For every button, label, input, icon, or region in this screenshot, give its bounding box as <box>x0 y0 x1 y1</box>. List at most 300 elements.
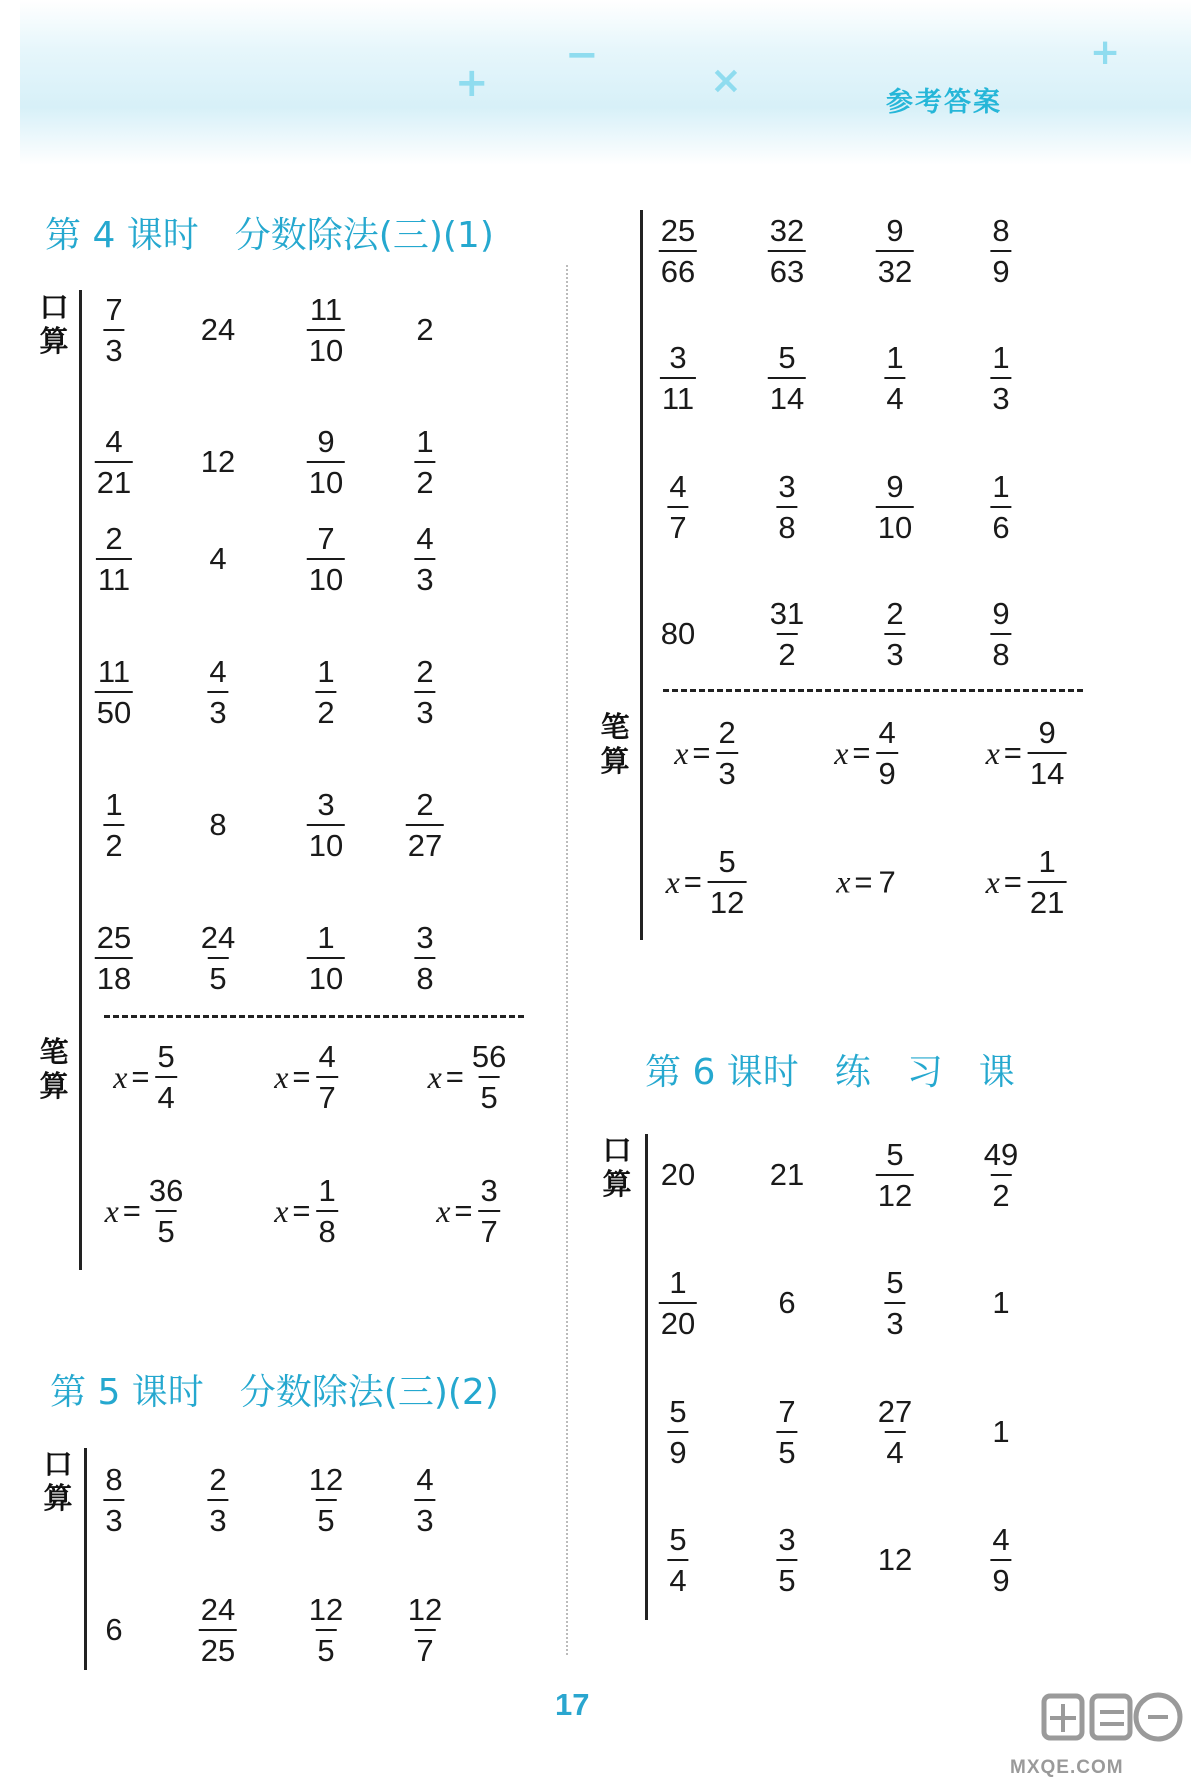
fraction <box>414 656 435 728</box>
fraction-denominator: 5 <box>207 957 228 994</box>
page-number: 17 <box>555 1687 590 1722</box>
equals-sign: = <box>454 1193 473 1228</box>
fraction <box>990 471 1011 543</box>
fraction-numerator: 4 <box>992 1522 1010 1557</box>
lesson5-written-label: 笔算 <box>600 710 630 778</box>
fraction <box>990 342 1011 414</box>
fraction-numerator: 5 <box>669 1522 687 1557</box>
fraction-numerator: 9 <box>886 469 904 504</box>
answer-cell <box>986 717 1067 789</box>
fraction <box>414 1464 435 1536</box>
answer-cell <box>990 471 1011 543</box>
times-decoration-icon: × <box>710 58 742 102</box>
fraction <box>667 471 688 543</box>
answer-cell <box>776 1524 797 1596</box>
fraction <box>95 922 133 994</box>
equation-answer <box>836 864 896 901</box>
fraction-denominator: 20 <box>659 1302 697 1339</box>
lesson6-vertical-rule <box>645 1134 648 1620</box>
answer-cell <box>406 789 444 861</box>
fraction-denominator: 4 <box>884 377 905 414</box>
equation-variable: x <box>674 734 689 771</box>
answer-cell <box>307 1594 345 1666</box>
answer-cell <box>414 656 435 728</box>
fraction-denominator: 3 <box>414 691 435 728</box>
fraction <box>982 1139 1020 1211</box>
answer-cell <box>776 471 797 543</box>
equals-sign: = <box>692 735 711 770</box>
fraction-denominator: 9 <box>990 1559 1011 1596</box>
fraction-numerator: 2 <box>886 596 904 631</box>
fraction-numerator: 49 <box>983 1137 1019 1172</box>
answer-cell <box>307 294 345 366</box>
fraction-denominator: 10 <box>307 461 345 498</box>
integer-value: 6 <box>105 1612 123 1647</box>
fraction-denominator: 3 <box>414 558 435 595</box>
answer-cell <box>659 215 697 287</box>
fraction-denominator: 12 <box>708 881 746 918</box>
answer-cell <box>836 864 896 901</box>
lesson6-title: 第 6 课时 练 习 课 <box>645 1052 1015 1093</box>
fraction-denominator: 11 <box>96 558 132 595</box>
fraction-numerator: 24 <box>200 1592 236 1627</box>
fraction <box>156 1041 177 1113</box>
fraction <box>95 426 133 498</box>
answer-cell <box>770 1157 804 1193</box>
fraction-denominator: 7 <box>667 506 688 543</box>
fraction-numerator: 4 <box>669 469 687 504</box>
plus-decoration-icon: + <box>1090 32 1121 73</box>
answer-cell <box>199 1594 237 1666</box>
fraction <box>776 471 797 543</box>
fraction-numerator: 5 <box>886 1137 904 1172</box>
fraction-denominator: 10 <box>307 957 345 994</box>
fraction-numerator: 2 <box>416 787 434 822</box>
fraction-numerator: 8 <box>992 213 1010 248</box>
fraction-numerator: 9 <box>992 596 1010 631</box>
fraction-numerator: 11 <box>309 292 343 327</box>
fraction <box>147 1175 185 1247</box>
answer-cell <box>105 1175 186 1247</box>
answer-cell <box>660 342 696 414</box>
answer-cell <box>406 1594 444 1666</box>
fraction <box>877 717 898 789</box>
fraction <box>307 1464 345 1536</box>
header-title: 参考答案 <box>886 87 1002 118</box>
answer-cell <box>96 523 132 595</box>
fraction <box>199 922 237 994</box>
lesson5-oral-label: 口算 <box>43 1447 73 1515</box>
answer-cell <box>878 1542 912 1578</box>
answer-cell <box>986 846 1067 918</box>
answer-cell <box>667 471 688 543</box>
fraction <box>768 215 806 287</box>
equals-sign: = <box>292 1193 311 1228</box>
fraction-numerator: 4 <box>416 1462 434 1497</box>
fraction <box>884 342 905 414</box>
equation-answer <box>428 1041 509 1113</box>
fraction <box>884 1267 905 1339</box>
lesson4-written-label: 笔算 <box>39 1035 69 1103</box>
fraction <box>103 789 124 861</box>
answer-cell <box>436 1175 500 1247</box>
fraction <box>103 1464 124 1536</box>
fraction-denominator: 2 <box>414 461 435 498</box>
fraction-numerator: 11 <box>97 654 131 689</box>
fraction-denominator: 18 <box>95 957 133 994</box>
fraction <box>307 789 345 861</box>
fraction-numerator: 25 <box>96 920 132 955</box>
answer-cell <box>661 616 695 652</box>
fraction-denominator: 21 <box>1028 881 1066 918</box>
lesson5-title: 第 5 课时 分数除法(三)(2) <box>50 1372 499 1413</box>
fraction-denominator: 7 <box>317 1076 338 1113</box>
fraction-numerator: 5 <box>886 1265 904 1300</box>
answer-cell <box>199 922 237 994</box>
fraction-denominator: 8 <box>317 1210 338 1247</box>
answer-cell <box>667 1524 688 1596</box>
answer-cell <box>201 312 235 348</box>
fraction-numerator: 1 <box>992 340 1010 375</box>
fraction-numerator: 1 <box>1038 844 1056 879</box>
answer-cell <box>876 1139 914 1211</box>
fraction <box>307 294 345 366</box>
fraction-numerator: 5 <box>157 1039 175 1074</box>
integer-value: 2 <box>416 312 434 347</box>
fraction-numerator: 1 <box>317 654 335 689</box>
fraction-denominator: 3 <box>884 1302 905 1339</box>
fraction-denominator: 8 <box>990 633 1011 670</box>
fraction-numerator: 2 <box>416 654 434 689</box>
answer-cell <box>674 717 738 789</box>
equation-variable: x <box>113 1058 128 1095</box>
equation-variable: x <box>836 863 851 900</box>
integer-value: 24 <box>200 312 236 347</box>
answer-cell <box>95 426 133 498</box>
fraction-denominator: 3 <box>990 377 1011 414</box>
answer-cell <box>982 1139 1020 1211</box>
fraction <box>659 1267 697 1339</box>
fraction <box>659 215 697 287</box>
fraction <box>406 789 444 861</box>
fraction-denominator: 9 <box>990 250 1011 287</box>
fraction-denominator: 9 <box>667 1431 688 1468</box>
fraction-denominator: 14 <box>1028 752 1066 789</box>
fraction <box>307 1594 345 1666</box>
fraction-numerator: 3 <box>778 469 796 504</box>
answer-cell <box>884 342 905 414</box>
fraction-numerator: 7 <box>778 1394 796 1429</box>
fraction <box>1028 717 1066 789</box>
equals-sign: = <box>131 1059 150 1094</box>
equals-sign: = <box>852 735 871 770</box>
answer-cell <box>768 215 806 287</box>
integer-value: 1 <box>992 1285 1010 1320</box>
fraction-denominator: 5 <box>776 1559 797 1596</box>
equation-answer <box>666 846 747 918</box>
equals-sign: = <box>1003 735 1022 770</box>
equation-answer <box>113 1041 177 1113</box>
answer-cell <box>428 1041 509 1113</box>
answer-cell <box>659 1267 697 1339</box>
fraction <box>768 342 806 414</box>
fraction-numerator: 4 <box>878 715 896 750</box>
fraction-denominator: 21 <box>95 461 133 498</box>
fraction <box>1028 846 1066 918</box>
answer-cell <box>876 1396 914 1468</box>
fraction <box>414 922 435 994</box>
fraction-denominator: 3 <box>717 752 738 789</box>
equation-answer <box>986 846 1067 918</box>
fraction-denominator: 3 <box>884 633 905 670</box>
answer-cell <box>414 922 435 994</box>
fraction-numerator: 36 <box>148 1173 184 1208</box>
lesson6-oral-label: 口算 <box>602 1133 632 1201</box>
fraction <box>708 846 746 918</box>
answer-cell <box>416 312 433 348</box>
fraction <box>103 294 124 366</box>
answer-cell <box>307 1464 345 1536</box>
page-divider <box>566 265 568 1655</box>
fraction-numerator: 4 <box>105 424 123 459</box>
equation-variable: x <box>985 863 1000 900</box>
plus-decoration-icon: + <box>455 60 489 106</box>
answer-cell <box>307 922 345 994</box>
fraction-numerator: 24 <box>200 920 236 955</box>
fraction-denominator: 25 <box>199 1629 237 1666</box>
answer-cell <box>95 656 133 728</box>
fraction <box>317 1175 338 1247</box>
fraction-numerator: 2 <box>209 1462 227 1497</box>
equation-variable: x <box>985 734 1000 771</box>
fraction-numerator: 1 <box>105 787 123 822</box>
answer-cell <box>768 598 806 670</box>
fraction-denominator: 4 <box>667 1559 688 1596</box>
lesson4-vertical-rule <box>79 290 82 1270</box>
fraction-numerator: 8 <box>105 1462 123 1497</box>
integer-value: 20 <box>660 1157 696 1192</box>
fraction-numerator: 4 <box>416 521 434 556</box>
fraction-numerator: 5 <box>778 340 796 375</box>
fraction <box>876 215 914 287</box>
fraction <box>317 1041 338 1113</box>
fraction <box>990 215 1011 287</box>
fraction <box>315 656 336 728</box>
answer-cell <box>667 1396 688 1468</box>
integer-value: 12 <box>877 1542 913 1577</box>
fraction-numerator: 31 <box>769 596 805 631</box>
integer-value: 6 <box>778 1285 796 1320</box>
fraction <box>479 1175 500 1247</box>
fraction-numerator: 4 <box>318 1039 336 1074</box>
integer-value: 12 <box>200 444 236 479</box>
answer-cell <box>414 523 435 595</box>
answer-cell <box>992 1285 1009 1321</box>
equation-answer <box>436 1175 500 1247</box>
fraction-numerator: 4 <box>209 654 227 689</box>
fraction-denominator: 10 <box>876 506 914 543</box>
fraction-numerator: 1 <box>416 424 434 459</box>
equation-variable: x <box>436 1192 451 1229</box>
equation-answer <box>274 1175 338 1247</box>
fraction-denominator: 5 <box>156 1210 177 1247</box>
fraction-denominator: 10 <box>307 558 345 595</box>
fraction <box>876 1139 914 1211</box>
fraction <box>95 656 133 728</box>
fraction-numerator: 12 <box>308 1462 344 1497</box>
fraction-denominator: 3 <box>414 1499 435 1536</box>
fraction <box>990 1524 1011 1596</box>
fraction <box>207 1464 228 1536</box>
fraction <box>884 598 905 670</box>
integer-value: 80 <box>660 616 696 651</box>
lesson5-vertical-rule-right <box>640 210 643 940</box>
fraction-denominator: 2 <box>103 824 124 861</box>
fraction-numerator: 2 <box>105 521 123 556</box>
integer-value: 21 <box>769 1157 805 1192</box>
fraction-numerator: 1 <box>886 340 904 375</box>
fraction <box>876 471 914 543</box>
fraction-denominator: 2 <box>776 633 797 670</box>
answer-cell <box>414 426 435 498</box>
fraction-denominator: 5 <box>479 1076 500 1113</box>
answer-cell <box>414 1464 435 1536</box>
fraction-denominator: 3 <box>103 329 124 366</box>
answer-cell <box>876 471 914 543</box>
answer-cell <box>315 656 336 728</box>
answer-cell <box>274 1175 338 1247</box>
equals-sign: = <box>683 864 702 899</box>
answer-cell <box>207 656 228 728</box>
fraction-denominator: 3 <box>207 691 228 728</box>
fraction <box>667 1524 688 1596</box>
answer-cell <box>209 807 226 843</box>
minus-decoration-icon: − <box>565 32 599 78</box>
fraction-numerator: 3 <box>669 340 687 375</box>
fraction-numerator: 56 <box>471 1039 507 1074</box>
lesson4-oral-label: 口算 <box>39 290 69 358</box>
fraction-numerator: 9 <box>317 424 335 459</box>
equation-variable: x <box>274 1058 289 1095</box>
lesson4-title: 第 4 课时 分数除法(三)(1) <box>45 215 494 256</box>
equation-variable: x <box>104 1192 119 1229</box>
lesson5-vertical-rule-left <box>84 1448 87 1670</box>
answer-cell <box>666 846 747 918</box>
fraction-denominator: 10 <box>307 824 345 861</box>
equals-sign: = <box>854 864 873 899</box>
lesson4-dashed-separator <box>104 1015 524 1018</box>
fraction-denominator: 12 <box>876 1174 914 1211</box>
fraction-denominator: 2 <box>315 691 336 728</box>
fraction-denominator: 27 <box>406 824 444 861</box>
fraction-denominator: 14 <box>768 377 806 414</box>
fraction <box>667 1396 688 1468</box>
answer-cell <box>307 789 345 861</box>
fraction <box>414 426 435 498</box>
header-banner <box>20 0 1191 165</box>
integer-value: 7 <box>878 864 896 899</box>
fraction-numerator: 32 <box>769 213 805 248</box>
fraction-numerator: 5 <box>718 844 736 879</box>
fraction-denominator: 10 <box>307 329 345 366</box>
equation-variable: x <box>274 1192 289 1229</box>
answer-cell <box>105 1612 122 1648</box>
equation-answer <box>986 717 1067 789</box>
fraction-denominator: 50 <box>95 691 133 728</box>
answer-cell <box>201 444 235 480</box>
answer-cell <box>990 598 1011 670</box>
answer-cell <box>274 1041 338 1113</box>
fraction-numerator: 3 <box>778 1522 796 1557</box>
equation-answer <box>834 717 898 789</box>
answer-cell <box>95 922 133 994</box>
fraction <box>96 523 132 595</box>
equation-variable: x <box>665 863 680 900</box>
fraction <box>470 1041 508 1113</box>
answer-cell <box>884 1267 905 1339</box>
answer-cell <box>834 717 898 789</box>
fraction-numerator: 3 <box>480 1173 498 1208</box>
fraction-denominator: 66 <box>659 250 697 287</box>
fraction-denominator: 11 <box>660 377 696 414</box>
fraction-numerator: 12 <box>407 1592 443 1627</box>
answer-cell <box>990 215 1011 287</box>
fraction-denominator: 7 <box>414 1629 435 1666</box>
fraction-denominator: 8 <box>776 506 797 543</box>
fraction <box>307 523 345 595</box>
answer-cell <box>307 426 345 498</box>
fraction-denominator: 4 <box>884 1431 905 1468</box>
fraction <box>768 598 806 670</box>
fraction-denominator: 5 <box>776 1431 797 1468</box>
equation-variable: x <box>427 1058 442 1095</box>
fraction-numerator: 12 <box>308 1592 344 1627</box>
answer-cell <box>661 1157 695 1193</box>
fraction <box>307 922 345 994</box>
fraction-denominator: 3 <box>103 1499 124 1536</box>
fraction-numerator: 9 <box>1038 715 1056 750</box>
answer-cell <box>103 1464 124 1536</box>
equation-variable: x <box>834 734 849 771</box>
fraction-numerator: 1 <box>669 1265 687 1300</box>
answer-cell <box>992 1414 1009 1450</box>
fraction <box>307 426 345 498</box>
fraction <box>776 1396 797 1468</box>
answer-cell <box>990 1524 1011 1596</box>
fraction <box>990 598 1011 670</box>
answer-cell <box>884 598 905 670</box>
equation-answer <box>274 1041 338 1113</box>
fraction <box>717 717 738 789</box>
fraction-numerator: 27 <box>877 1394 913 1429</box>
lesson5-dashed-separator <box>663 689 1083 692</box>
fraction-denominator: 5 <box>315 1499 336 1536</box>
fraction-denominator: 8 <box>414 957 435 994</box>
fraction-numerator: 1 <box>317 920 335 955</box>
fraction-numerator: 9 <box>886 213 904 248</box>
answer-cell <box>876 215 914 287</box>
answer-cell <box>103 789 124 861</box>
fraction-denominator: 4 <box>156 1076 177 1113</box>
fraction-denominator: 2 <box>990 1174 1011 1211</box>
fraction <box>660 342 696 414</box>
answer-cell <box>990 342 1011 414</box>
fraction <box>207 656 228 728</box>
fraction-numerator: 3 <box>416 920 434 955</box>
equals-sign: = <box>122 1193 141 1228</box>
integer-value: 4 <box>209 541 227 576</box>
answer-cell <box>778 1285 795 1321</box>
